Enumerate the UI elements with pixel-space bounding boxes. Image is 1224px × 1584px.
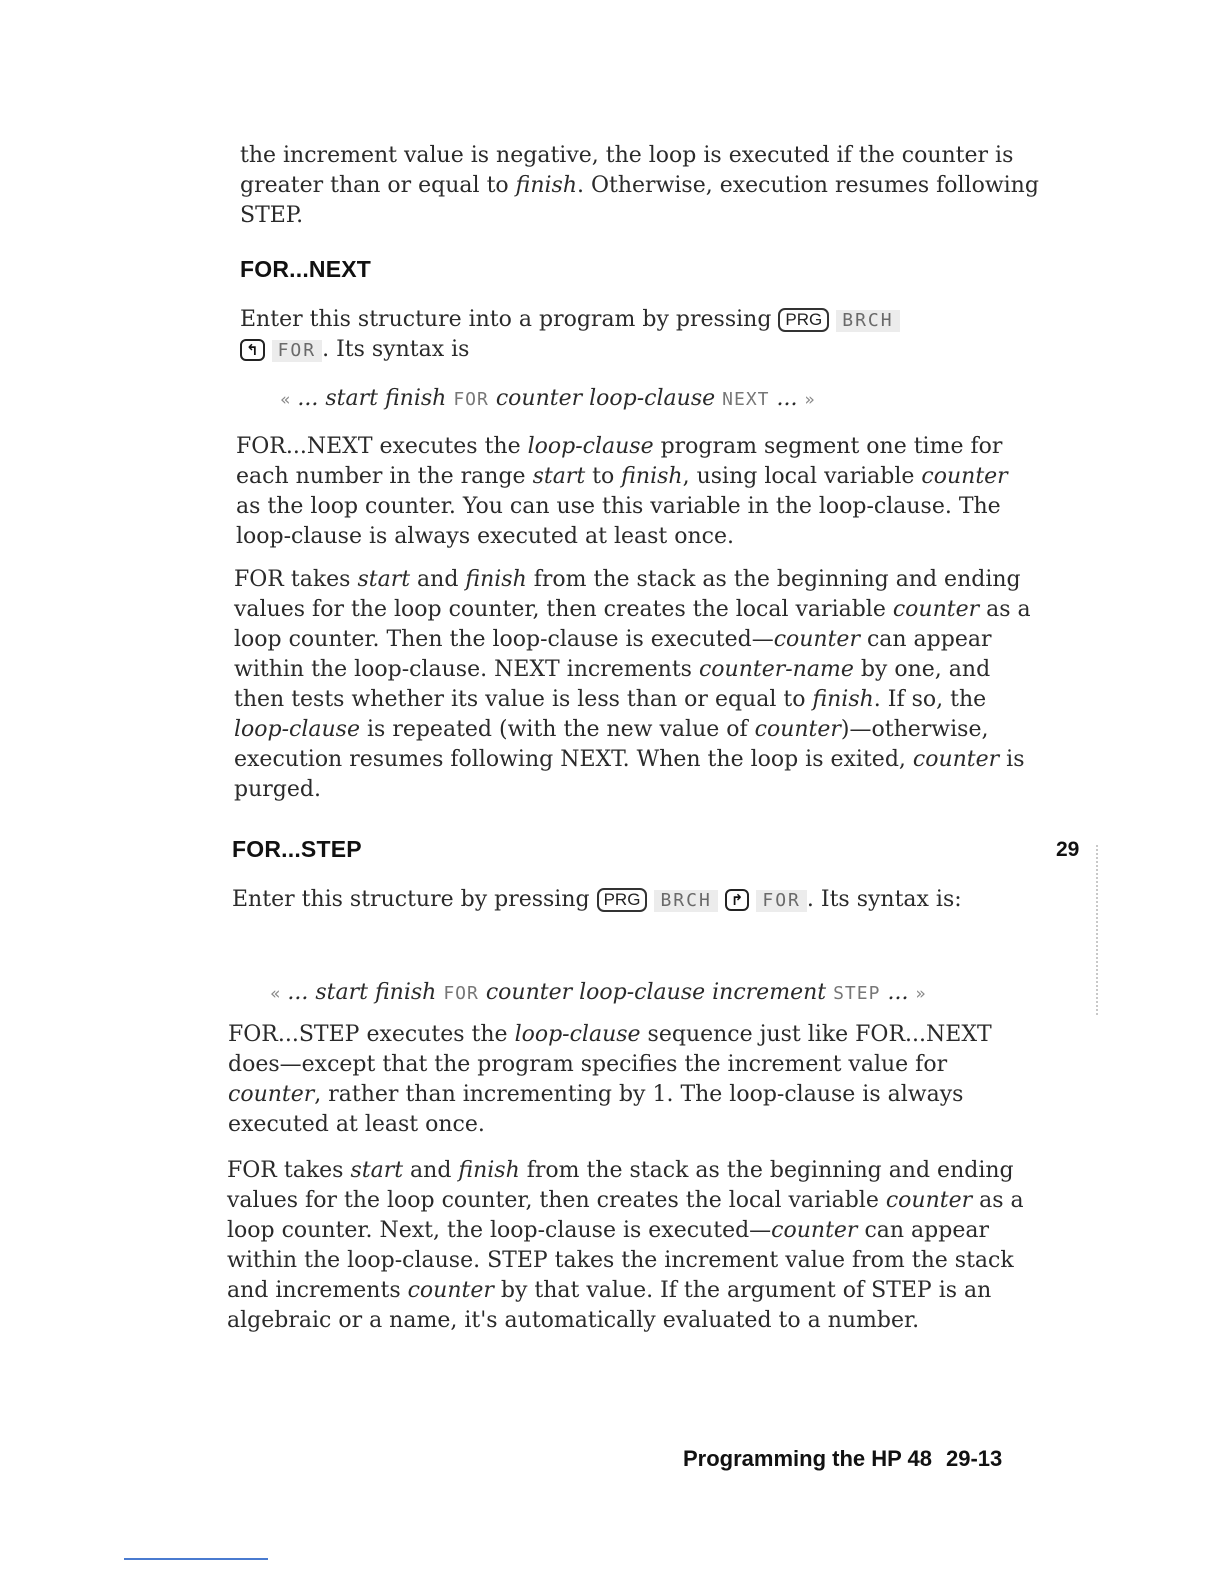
program-close-delimiter: » bbox=[804, 390, 815, 410]
intro-paragraph: the increment value is negative, the loop is executed if the counter is greater than or equal to finish. Otherwise, execution resumes following STEP. bbox=[240, 143, 1039, 228]
for-step-enter-paragraph: Enter this structure by pressing PRG BRCH ↱ FOR . Its syntax is: bbox=[232, 887, 962, 912]
program-open-delimiter: « bbox=[280, 390, 291, 410]
chapter-tab-number: 29 bbox=[1056, 838, 1080, 861]
for-next-enter-paragraph: Enter this structure into a program by pressing PRG BRCH ↰ FOR . Its syntax is bbox=[240, 305, 960, 365]
cmd-next: NEXT bbox=[722, 389, 770, 410]
cmd-for: FOR bbox=[443, 983, 479, 1004]
for-menu-key[interactable]: FOR bbox=[272, 340, 323, 362]
heading-for-step: FOR...STEP bbox=[232, 836, 362, 862]
brch-menu-key[interactable]: BRCH bbox=[836, 310, 899, 332]
footer-title: Programming the HP 48 bbox=[683, 1446, 932, 1471]
for-menu-key[interactable]: FOR bbox=[756, 890, 807, 912]
scan-edge-line bbox=[124, 1558, 268, 1560]
program-close-delimiter: » bbox=[915, 984, 926, 1004]
chapter-tab-edge bbox=[1096, 845, 1098, 1015]
prg-key[interactable]: PRG bbox=[597, 888, 648, 912]
emph-finish: finish bbox=[515, 173, 577, 198]
brch-menu-key[interactable]: BRCH bbox=[654, 890, 717, 912]
right-shift-key-icon[interactable]: ↱ bbox=[725, 889, 750, 911]
cmd-for: FOR bbox=[453, 389, 489, 410]
footer-page-number: 29-13 bbox=[946, 1446, 1003, 1471]
prg-key[interactable]: PRG bbox=[778, 308, 829, 332]
for-next-syntax: « ... start finish FOR counter loop-clause NEXT ... » bbox=[280, 386, 815, 411]
for-step-paragraph-1: FOR...STEP executes the loop-clause sequence just like FOR...NEXT does—except that the program specifies the increment value for counter, rather than incrementing by 1. The loop-clause is always executed at least once. bbox=[228, 1022, 992, 1137]
for-step-syntax: « ... start finish FOR counter loop-clause increment STEP ... » bbox=[270, 980, 926, 1005]
for-next-paragraph-1: FOR...NEXT executes the loop-clause program segment one time for each number in the range start to finish, using local variable counter as the loop counter. You can use this variable in the loop-clause. The loop-clause is always executed at least once. bbox=[236, 434, 1008, 549]
page-footer bbox=[683, 1446, 1002, 1472]
for-next-paragraph-2: FOR takes start and finish from the stack as the beginning and ending values for the loop counter, then creates the local variable counter as a loop counter. Then the loop-clause is executed—counter can appear within the loop-clause. NEXT increments counter-name by one, and then tests whether its value is less than or equal to finish. If so, the loop-clause is repeated (with the new value of counter)—otherwise, execution resumes following NEXT. When the loop is exited, counter is purged. bbox=[234, 567, 1031, 802]
cmd-step: STEP bbox=[833, 983, 881, 1004]
program-open-delimiter: « bbox=[270, 984, 281, 1004]
heading-for-next: FOR...NEXT bbox=[240, 256, 372, 282]
for-step-paragraph-2: FOR takes start and finish from the stack as the beginning and ending values for the loop counter, then creates the local variable counter as a loop counter. Next, the loop-clause is executed—counter can appear within the loop-clause. STEP takes the increment value from the stack and increments counter by that value. If the argument of STEP is an algebraic or a name, it's automatically evaluated to a number. bbox=[227, 1158, 1024, 1333]
left-shift-key-icon[interactable]: ↰ bbox=[240, 339, 265, 361]
